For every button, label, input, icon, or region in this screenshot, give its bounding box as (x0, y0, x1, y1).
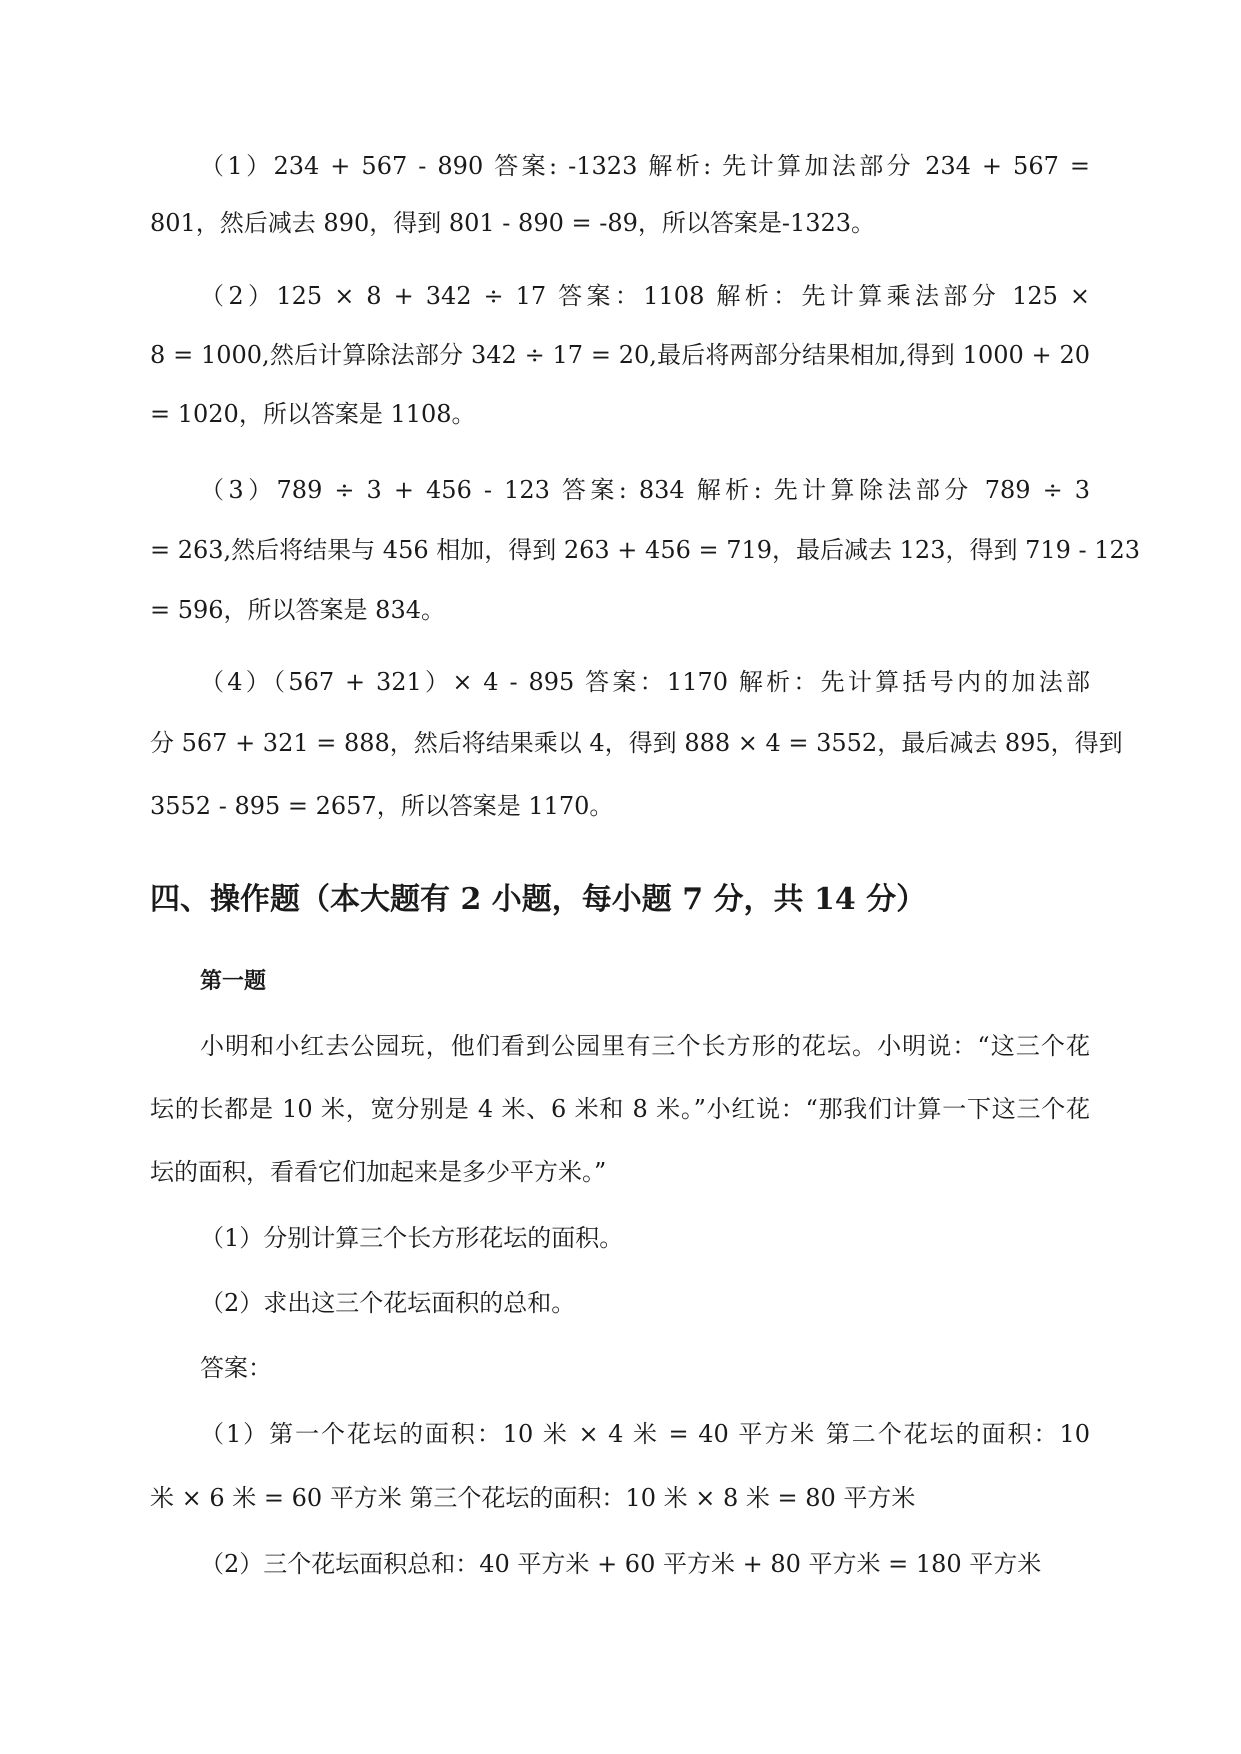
question-one-text-line-1: 小明和小红去公园玩，他们看到公园里有三个长方形的花坛。小明说：“这三个花 (200, 1032, 1090, 1060)
question-one-answer-1-line-1: （1）第一个花坛的面积：10 米 × 4 米 = 40 平方米 第二个花坛的面积：10 (200, 1420, 1090, 1448)
answer-4-line-2: 分 567 + 321 = 888，然后将结果乘以 4，得到 888 × 4 = 3552，最后减去 895，得到 (150, 729, 1123, 757)
question-one-title: 第一题 (200, 968, 267, 994)
answer-3-line-3: = 596，所以答案是 834。 (150, 596, 445, 624)
section-four-title: 四、操作题（本大题有 2 小题，每小题 7 分，共 14 分） (150, 882, 927, 917)
answer-2-line-1: （2）125 × 8 + 342 ÷ 17 答案：1108 解析：先计算乘法部分 125 × (200, 282, 1090, 310)
question-one-text-line-3: 坛的面积，看看它们加起来是多少平方米。” (150, 1158, 607, 1186)
answer-2-line-3: = 1020，所以答案是 1108。 (150, 400, 476, 428)
answer-1-line-2: 801，然后减去 890，得到 801 - 890 = -89，所以答案是-1323。 (150, 209, 876, 237)
question-one-answer-2: （2）三个花坛面积总和：40 平方米 + 60 平方米 + 80 平方米 = 180 平方米 (200, 1550, 1042, 1578)
question-one-part-1: （1）分别计算三个长方形花坛的面积。 (200, 1224, 624, 1252)
question-one-text-line-2: 坛的长都是 10 米，宽分别是 4 米、6 米和 8 米。”小红说：“那我们计算一下这三个花 (150, 1095, 1090, 1123)
answer-2-line-2: 8 = 1000,然后计算除法部分 342 ÷ 17 = 20,最后将两部分结果相加,得到 1000 + 20 (150, 341, 1090, 369)
answer-4-line-3: 3552 - 895 = 2657，所以答案是 1170。 (150, 792, 614, 820)
answer-3-line-1: （3）789 ÷ 3 + 456 - 123 答案: 834 解析: 先计算除法部分 789 ÷ 3 (200, 476, 1090, 504)
question-one-answer-1-line-2: 米 × 6 米 = 60 平方米 第三个花坛的面积：10 米 × 8 米 = 80 平方米 (150, 1484, 916, 1512)
answer-4-line-1: （4）（567 + 321）× 4 - 895 答案：1170 解析：先计算括号内的加法部 (200, 668, 1090, 696)
answer-1-line-1: （1）234 + 567 - 890 答案: -1323 解析: 先计算加法部分 234 + 567 = (200, 152, 1090, 180)
question-one-answer-label: 答案： (200, 1354, 272, 1382)
question-one-part-2: （2）求出这三个花坛面积的总和。 (200, 1289, 576, 1317)
answer-3-line-2: = 263,然后将结果与 456 相加，得到 263 + 456 = 719，最后减去 123，得到 719 - 123 (150, 536, 1141, 564)
